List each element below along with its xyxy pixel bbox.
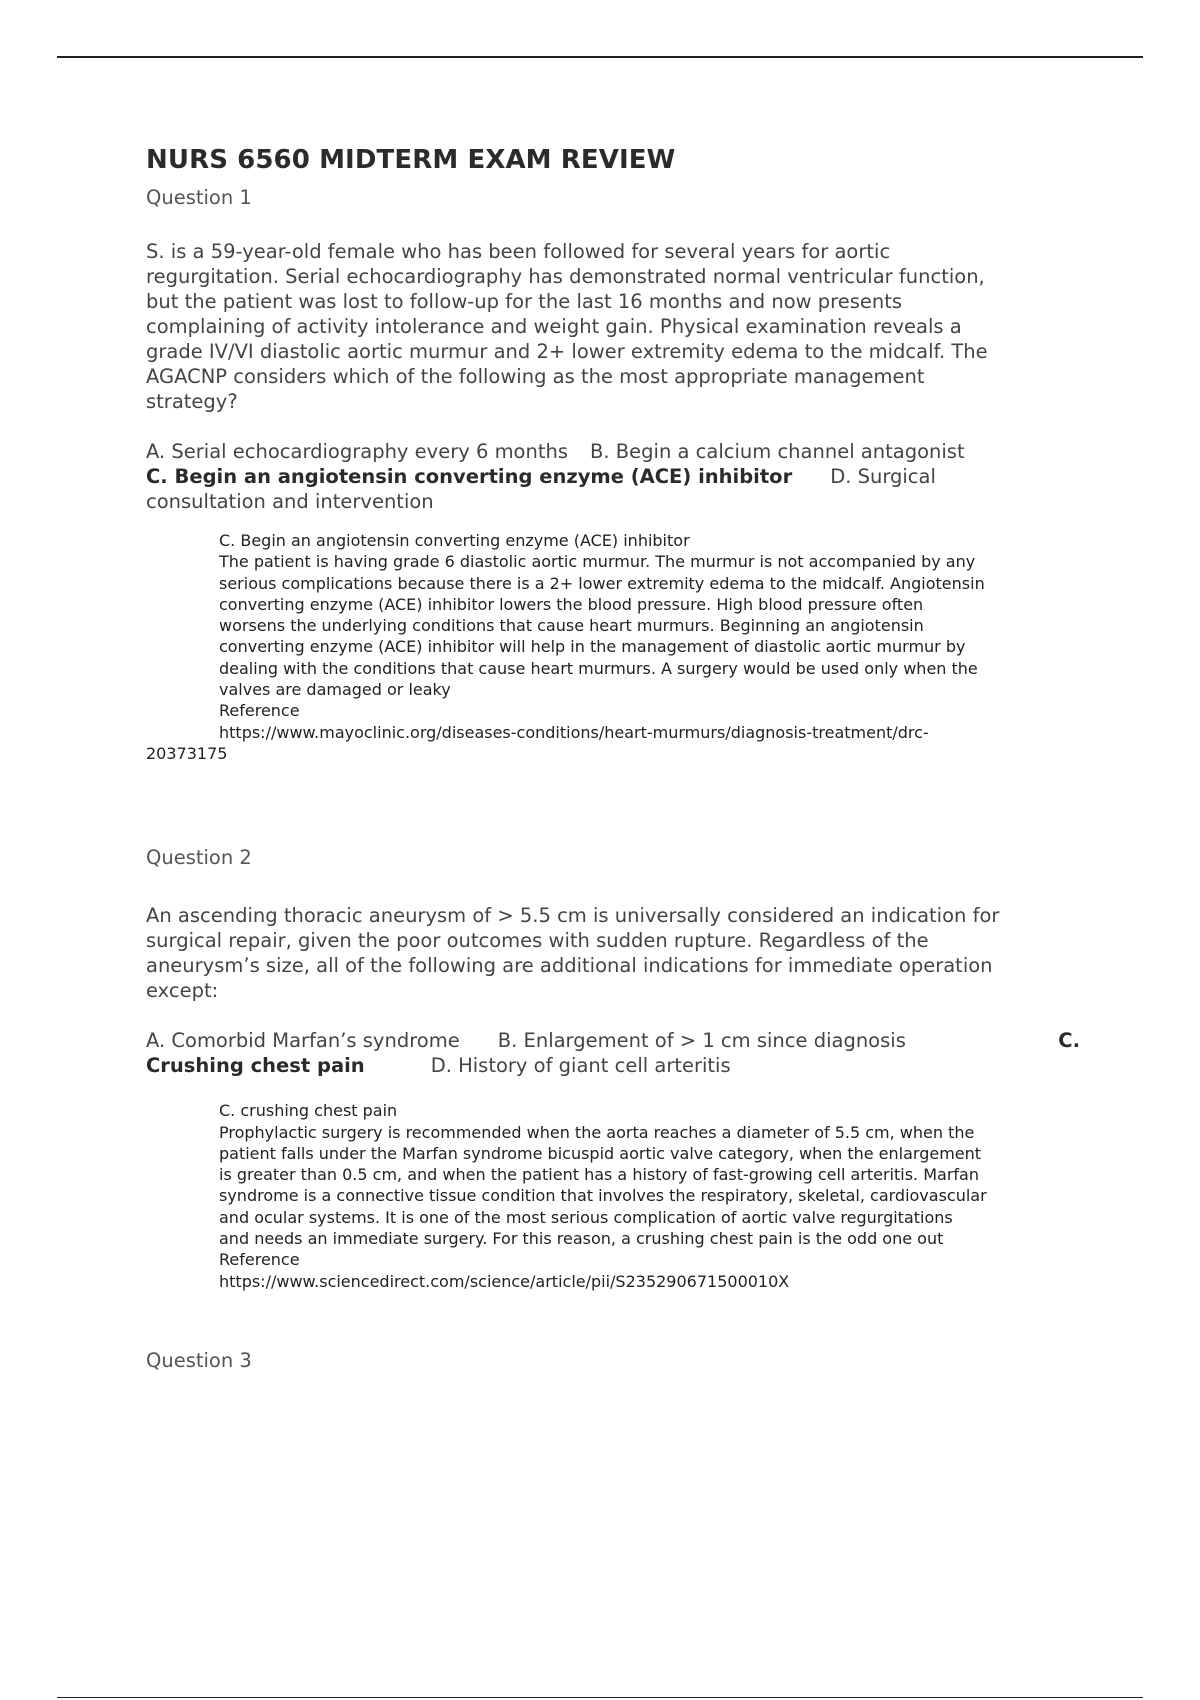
stem-line: surgical repair, given the poor outcomes with sudden rupture. Regardless of the — [146, 929, 929, 953]
answer-explanation — [146, 530, 1106, 764]
option-a: A. Serial echocardiography every 6 months — [146, 440, 569, 463]
option-d: D. History of giant cell arteritis — [430, 1054, 731, 1078]
stem-line: regurgitation. Serial echocardiography has demonstrated normal ventricular function, — [146, 265, 985, 288]
explanation-line: converting enzyme (ACE) inhibitor lowers the blood pressure. High blood pressure often — [219, 594, 924, 614]
explanation-line: Prophylactic surgery is recommended when the aorta reaches a diameter of 5.5 cm, when the — [219, 1122, 975, 1142]
bottom-rule — [57, 1697, 1143, 1698]
explanation-line: valves are damaged or leaky — [219, 680, 451, 700]
option-b: B. Begin a calcium channel antagonist — [590, 440, 965, 463]
explanation-line: The patient is having grade 6 diastolic aortic murmur. The murmur is not accompanied by any — [219, 552, 976, 572]
document-title: NURS 6560 MIDTERM EXAM REVIEW — [146, 145, 676, 175]
answer-line: C. Begin an angiotensin converting enzyme (ACE) inhibitor — [219, 531, 690, 550]
option-c-correct: C. Begin an angiotensin converting enzyme (ACE) inhibitor — [146, 465, 793, 488]
explanation-line: patient falls under the Marfan syndrome bicuspid aortic valve category, when the enlargement — [219, 1143, 982, 1163]
stem-line: grade IV/VI diastolic aortic murmur and 2+ lower extremity edema to the midcalf. The — [146, 340, 988, 363]
question-label: Question 3 — [146, 1348, 252, 1372]
question-label: Question 2 — [146, 846, 252, 870]
explanation-line: and ocular systems. It is one of the most serious complication of aortic valve regurgitations — [219, 1207, 953, 1227]
explanation-line: and needs an immediate surgery. For this reason, a crushing chest pain is the odd one out — [219, 1229, 944, 1249]
top-rule — [57, 56, 1143, 58]
answer-options — [146, 439, 1106, 514]
explanation-line: dealing with the conditions that cause heart murmurs. A surgery would be used only when the — [219, 658, 978, 678]
stem-line: but the patient was lost to follow-up for the last 16 months and now presents — [146, 290, 903, 313]
reference-link-continued[interactable]: 20373175 — [146, 743, 228, 763]
answer-line: C. crushing chest pain — [219, 1101, 398, 1121]
stem-line: An ascending thoracic aneurysm of > 5.5 cm is universally considered an indication for — [146, 904, 1000, 928]
option-b: B. Enlargement of > 1 cm since diagnosis — [497, 1029, 906, 1053]
option-d: D. Surgical — [830, 465, 936, 488]
option-a: A. Comorbid Marfan’s syndrome — [146, 1029, 460, 1053]
reference-link[interactable]: https://www.mayoclinic.org/diseases-conditions/heart-murmurs/diagnosis-treatment/drc- — [219, 722, 929, 742]
question-label: Question 1 — [146, 186, 252, 209]
reference-label: Reference — [219, 1250, 300, 1270]
reference-link[interactable]: https://www.sciencedirect.com/science/article/pii/S235290671500010X — [219, 1271, 790, 1291]
option-c-continued: Crushing chest pain — [146, 1054, 365, 1078]
question-2 — [146, 845, 1106, 1292]
explanation-line: is greater than 0.5 cm, and when the patient has a history of fast-growing cell arteritis. Marfan — [219, 1165, 979, 1185]
explanation-line: worsens the underlying conditions that cause heart murmurs. Beginning an angiotensin — [219, 616, 924, 636]
answer-options — [146, 1028, 1106, 1078]
question-3 — [146, 1348, 1106, 1374]
question-1 — [146, 185, 1106, 764]
reference-label: Reference — [219, 701, 300, 721]
option-d-continued: consultation and intervention — [146, 490, 434, 513]
answer-explanation — [146, 1100, 1106, 1292]
page-content — [146, 143, 1106, 1374]
explanation-line: serious complications because there is a 2+ lower extremity edema to the midcalf. Angiotensin — [219, 573, 985, 593]
stem-line: strategy? — [146, 390, 238, 413]
stem-line: S. is a 59-year-old female who has been followed for several years for aortic — [146, 240, 891, 263]
stem-line: AGACNP considers which of the following as the most appropriate management — [146, 365, 925, 388]
explanation-line: converting enzyme (ACE) inhibitor will help in the management of diastolic aortic murmur by — [219, 637, 966, 657]
stem-line: except: — [146, 979, 219, 1003]
explanation-line: syndrome is a connective tissue condition that involves the respiratory, skeletal, cardiovascular — [219, 1186, 987, 1206]
stem-line: aneurysm’s size, all of the following are additional indications for immediate operation — [146, 954, 993, 978]
option-c-correct: C. — [1058, 1029, 1080, 1053]
stem-line: complaining of activity intolerance and weight gain. Physical examination reveals a — [146, 315, 962, 338]
question-stem — [146, 239, 1106, 414]
question-stem — [146, 903, 1106, 1003]
